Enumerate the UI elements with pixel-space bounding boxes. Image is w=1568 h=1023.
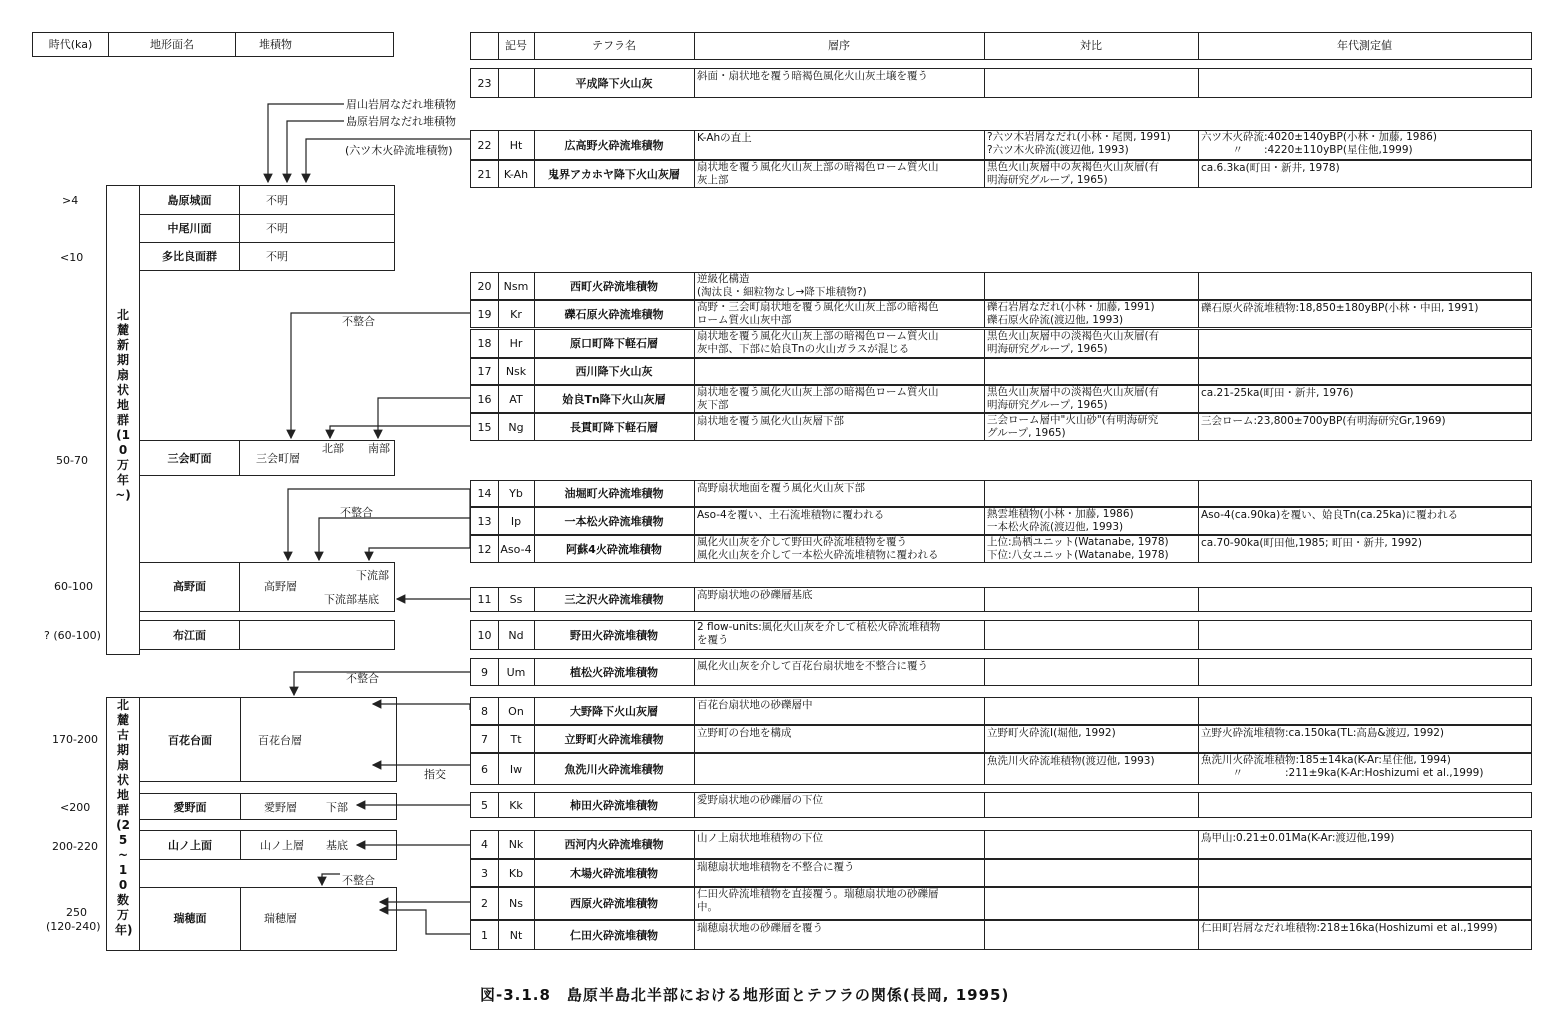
tephra-code: AT bbox=[509, 392, 523, 406]
header-dating: 年代測定値 bbox=[1337, 39, 1392, 52]
tephra-name: 平成降下火山灰 bbox=[575, 76, 653, 90]
tephra-corr: 上位:鳥栖ユニット(Watanabe, 1978) 下位:八女ユニット(Watanabe, 1978) bbox=[987, 536, 1169, 561]
surface-name: 瑞穂面 bbox=[173, 912, 207, 925]
tephra-code: Aso-4 bbox=[500, 542, 532, 556]
surface-deposit: 不明 bbox=[266, 194, 288, 207]
surface-box-yamanoue bbox=[139, 830, 397, 860]
tephra-code: Hr bbox=[509, 337, 523, 350]
group-old-label: 北麓古期扇状地群(25~10数万年) bbox=[115, 698, 133, 937]
tephra-name: 西町火砕流堆積物 bbox=[570, 279, 658, 293]
tephra-name: 原口町降下軽石層 bbox=[570, 337, 658, 350]
tephra-date: 立野火砕流堆積物:ca.150ka(TL:高島&渡辺, 1992) bbox=[1201, 727, 1445, 739]
tephra-no: 9 bbox=[481, 665, 488, 679]
tephra-strat: Aso-4を覆い、土石流堆積物に覆われる bbox=[697, 509, 885, 521]
tephra-row bbox=[470, 329, 1532, 358]
source-shimabara: 島原岩屑なだれ堆積物 bbox=[346, 115, 456, 128]
tephra-code: Ht bbox=[509, 138, 523, 152]
tephra-row bbox=[470, 920, 1532, 950]
tephra-corr: 黒色火山灰層中の淡褐色火山灰層(有 明海研究グループ, 1965) bbox=[987, 330, 1160, 355]
tephra-no: 12 bbox=[477, 542, 492, 556]
tephra-strat: 扇状地を覆う風化火山灰上部の暗褐色ローム質火山 灰中部、下部に姶良Tnの火山ガラスが混じる bbox=[697, 330, 939, 355]
tephra-row bbox=[470, 385, 1532, 413]
tephra-strat: 仁田火砕流堆積物を直接覆う。瑞穂扇状地の砂礫層 中。 bbox=[697, 888, 939, 913]
south-label: 南部 bbox=[368, 442, 390, 455]
tephra-name: 植松火砕流堆積物 bbox=[570, 665, 658, 679]
tephra-row bbox=[470, 358, 1532, 385]
tephra-code: Nsm bbox=[503, 279, 529, 293]
base-label: 基底 bbox=[326, 839, 348, 852]
surface-deposit: 愛野層 bbox=[264, 801, 297, 814]
downstream-base-label: 下流部基底 bbox=[324, 593, 379, 606]
tephra-code: Ss bbox=[509, 593, 523, 606]
tephra-no: 4 bbox=[481, 838, 488, 851]
age-label: <10 bbox=[60, 251, 84, 264]
surface-box-upper bbox=[139, 185, 395, 271]
surface-name: 百花台面 bbox=[168, 734, 212, 747]
source-mutsugi: (六ツ木火砕流堆積物) bbox=[345, 144, 453, 157]
tephra-code: Kb bbox=[508, 866, 524, 880]
tephra-name: 広高野火砕流堆積物 bbox=[564, 138, 664, 152]
tephra-no: 11 bbox=[477, 593, 492, 606]
tephra-row bbox=[470, 658, 1532, 686]
tephra-code: Nd bbox=[508, 628, 524, 642]
tephra-row bbox=[470, 300, 1532, 328]
tephra-date: 礫石原火砕流堆積物:18,850±180yBP(小林・中田, 1991) bbox=[1201, 302, 1479, 314]
figure-caption: 図-3.1.8 島原半島北半部における地形面とテフラの関係(長岡, 1995) bbox=[480, 986, 1010, 1004]
tephra-row bbox=[470, 753, 1532, 785]
tephra-name: 鬼界アカホヤ降下火山灰層 bbox=[548, 167, 680, 181]
tephra-row bbox=[470, 792, 1532, 818]
tephra-no: 10 bbox=[477, 628, 492, 642]
tephra-name: 三之沢火砕流堆積物 bbox=[564, 593, 664, 606]
tephra-row bbox=[470, 507, 1532, 535]
surface-name: 多比良面群 bbox=[162, 250, 217, 263]
tephra-code: Ng bbox=[508, 420, 524, 434]
tephra-name: 木場火砕流堆積物 bbox=[570, 866, 658, 880]
tephra-strat: K-Ahの直上 bbox=[697, 132, 752, 144]
surface-box-nunoe bbox=[139, 620, 395, 650]
tephra-strat: 高野・三会町扇状地を覆う風化火山灰上部の暗褐色 ローム質火山灰中部 bbox=[697, 301, 939, 326]
source-mayuyama: 眉山岩屑なだれ堆積物 bbox=[346, 98, 456, 111]
tephra-row bbox=[470, 480, 1532, 507]
tephra-date: ca.70-90ka(町田他,1985; 町田・新井, 1992) bbox=[1201, 537, 1422, 549]
tephra-name: 立野町火砕流堆積物 bbox=[564, 732, 664, 746]
tephra-code: Kk bbox=[509, 798, 523, 812]
tephra-strat: 山ノ上扇状地堆積物の下位 bbox=[697, 832, 823, 844]
tephra-code: Ip bbox=[510, 514, 522, 528]
left-header bbox=[32, 32, 394, 57]
tephra-row bbox=[470, 130, 1532, 160]
tephra-name: 野田火砕流堆積物 bbox=[570, 628, 658, 642]
tephra-name: 姶良Tn降下火山灰層 bbox=[562, 392, 666, 406]
age-label: 170-200 bbox=[52, 733, 98, 746]
tephra-no: 1 bbox=[481, 928, 488, 942]
tephra-name: 柿田火砕流堆積物 bbox=[570, 798, 658, 812]
tephra-date: 六ツ木火砕流:4020±140yBP(小林・加藤, 1986) 〃 :4220±110yBP(星住他,1999) bbox=[1201, 131, 1437, 156]
tephra-name: 西川降下火山灰 bbox=[575, 365, 653, 378]
tephra-row bbox=[470, 859, 1532, 887]
unconformity-label: 不整合 bbox=[340, 506, 373, 519]
tephra-code: Iw bbox=[509, 762, 523, 776]
tephra-row bbox=[470, 587, 1532, 612]
tephra-corr: ?六ツ木岩屑なだれ(小林・尾関, 1991) ?六ツ木火砕流(渡辺他, 1993) bbox=[987, 131, 1171, 156]
tephra-no: 21 bbox=[477, 167, 492, 181]
header-code: 記号 bbox=[505, 39, 527, 52]
tephra-date: 鳥甲山:0.21±0.01Ma(K-Ar:渡辺他,199) bbox=[1201, 832, 1395, 844]
surface-name: 愛野面 bbox=[173, 801, 207, 814]
header-tephra-name: テフラ名 bbox=[592, 39, 636, 52]
tephra-row bbox=[470, 413, 1532, 441]
tephra-corr: 礫石岩屑なだれ(小林・加藤, 1991) 礫石原火砕流(渡辺他, 1993) bbox=[987, 301, 1155, 326]
unconformity-label: 不整合 bbox=[342, 874, 375, 887]
tephra-code: Nt bbox=[509, 928, 523, 942]
tephra-corr: 立野町火砕流Ⅰ(堀他, 1992) bbox=[987, 727, 1116, 739]
tephra-no: 18 bbox=[477, 337, 492, 350]
tephra-date: 魚洗川火砕流堆積物:185±14ka(K-Ar:星住他, 1994) 〃 :211±9ka(K-Ar:Hoshizumi et al.,1999) bbox=[1201, 754, 1484, 779]
downstream-label: 下流部 bbox=[356, 569, 389, 582]
tephra-name: 西原火砕流堆積物 bbox=[570, 897, 658, 910]
tephra-strat: 斜面・扇状地を覆う暗褐色風化火山灰土壌を覆う bbox=[697, 70, 928, 82]
surface-box-mizuho bbox=[139, 887, 397, 951]
tephra-name: 油堀町火砕流堆積物 bbox=[564, 487, 664, 500]
tephra-code: Yb bbox=[509, 487, 523, 500]
group-old-column bbox=[106, 697, 140, 951]
tephra-date: 仁田町岩屑なだれ堆積物:218±16ka(Hoshizumi et al.,1999) bbox=[1201, 922, 1498, 934]
tephra-date: ca.21-25ka(町田・新井, 1976) bbox=[1201, 387, 1354, 399]
tephra-corr: 熱雲堆積物(小林・加藤, 1986) 一本松火砕流(渡辺他, 1993) bbox=[987, 508, 1134, 533]
tephra-strat: 扇状地を覆う風化火山灰上部の暗褐色ローム質火山 灰上部 bbox=[697, 161, 939, 186]
tephra-no: 8 bbox=[481, 704, 488, 718]
tephra-no: 2 bbox=[481, 897, 488, 910]
group-new-column bbox=[106, 185, 140, 655]
surface-deposit: 不明 bbox=[266, 250, 288, 263]
header-stratigraphy: 層序 bbox=[828, 39, 850, 52]
tephra-date: Aso-4(ca.90ka)を覆い、姶良Tn(ca.25ka)に覆われる bbox=[1201, 509, 1459, 521]
age-label: >4 bbox=[62, 194, 79, 207]
tephra-name: 西河内火砕流堆積物 bbox=[564, 838, 664, 851]
tephra-corr: 三会ローム層中"火山砂"(有明海研究 グループ, 1965) bbox=[987, 414, 1159, 439]
header-age: 時代(ka) bbox=[48, 38, 93, 51]
age-label: 60-100 bbox=[54, 580, 93, 593]
tephra-strat: 百花台扇状地の砂礫層中 bbox=[697, 699, 813, 711]
surface-name: 山ノ上面 bbox=[168, 839, 212, 852]
tephra-name: 礫石原火砕流堆積物 bbox=[564, 307, 664, 321]
tephra-row bbox=[470, 697, 1532, 725]
tephra-strat: 逆級化構造 (淘汰良・細粒物なし→降下堆積物?) bbox=[697, 273, 867, 298]
tephra-date: 三会ローム:23,800±700yBP(有明海研究Gr,1969) bbox=[1201, 415, 1446, 427]
tephra-name: 一本松火砕流堆積物 bbox=[564, 514, 664, 528]
tephra-no: 19 bbox=[477, 307, 492, 321]
surface-deposit: 山ノ上層 bbox=[260, 839, 304, 852]
age-label: 50-70 bbox=[56, 454, 88, 467]
tephra-strat: 扇状地を覆う風化火山灰層下部 bbox=[697, 415, 844, 427]
surface-deposit: 瑞穂層 bbox=[264, 912, 297, 925]
tephra-row bbox=[470, 887, 1532, 920]
surface-name: 三会町面 bbox=[167, 452, 212, 465]
surface-box-aino bbox=[139, 793, 397, 820]
age-label: 200-220 bbox=[52, 840, 98, 853]
tephra-name: 長貫町降下軽石層 bbox=[570, 420, 658, 434]
tephra-row bbox=[470, 272, 1532, 300]
tephra-row bbox=[470, 535, 1532, 563]
tephra-strat: 扇状地を覆う風化火山灰上部の暗褐色ローム質火山 灰下部 bbox=[697, 386, 939, 411]
tephra-code: Ns bbox=[509, 897, 523, 910]
surface-name: 高野面 bbox=[173, 580, 206, 593]
tephra-code: Nsk bbox=[505, 365, 527, 378]
age-label: (120-240) bbox=[46, 920, 101, 933]
unconformity-label: 不整合 bbox=[342, 315, 375, 328]
tephra-no: 13 bbox=[477, 514, 492, 528]
tephra-no: 7 bbox=[481, 732, 488, 746]
lower-label: 下部 bbox=[326, 801, 348, 814]
surface-box-hyakkadai bbox=[139, 697, 397, 782]
unconformity-label: 不整合 bbox=[346, 672, 379, 685]
tephra-row bbox=[470, 620, 1532, 650]
tephra-corr: 魚洗川火砕流堆積物(渡辺他, 1993) bbox=[987, 755, 1155, 767]
surface-deposit: 三会町層 bbox=[256, 452, 300, 465]
tephra-strat: 風化火山灰を介して野田火砕流堆積物を覆う 風化火山灰を介して一本松火砕流堆積物に覆われる bbox=[697, 536, 939, 561]
header-correlation: 対比 bbox=[1080, 39, 1102, 52]
tephra-no: 23 bbox=[477, 76, 492, 90]
right-header bbox=[470, 32, 1532, 60]
surface-deposit: 不明 bbox=[266, 222, 288, 235]
tephra-strat: 瑞穂扇状地堆積物を不整合に覆う bbox=[697, 861, 855, 873]
tephra-row bbox=[470, 160, 1532, 188]
tephra-code: Tt bbox=[510, 732, 522, 746]
north-label: 北部 bbox=[322, 442, 344, 455]
tephra-no: 15 bbox=[477, 420, 492, 434]
tephra-name: 仁田火砕流堆積物 bbox=[570, 928, 658, 942]
tephra-no: 5 bbox=[481, 798, 488, 812]
tephra-strat: 2 flow-units:風化火山灰を介して植松火砕流堆積物 を覆う bbox=[697, 621, 941, 646]
surface-box-mikai bbox=[139, 440, 395, 476]
tephra-corr: 黒色火山灰層中の灰褐色火山灰層(有 明海研究グループ, 1965) bbox=[987, 161, 1160, 186]
tephra-code: Um bbox=[506, 665, 526, 679]
surface-name: 布江面 bbox=[173, 629, 206, 642]
tephra-name: 阿蘇4火砕流堆積物 bbox=[566, 542, 662, 556]
tephra-date: ca.6.3ka(町田・新井, 1978) bbox=[1201, 162, 1340, 174]
tephra-corr: 黒色火山灰層中の淡褐色火山灰層(有 明海研究グループ, 1965) bbox=[987, 386, 1160, 411]
surface-deposit: 高野層 bbox=[264, 580, 297, 593]
tephra-strat: 風化火山灰を介して百花台扇状地を不整合に覆う bbox=[697, 660, 928, 672]
tephra-no: 17 bbox=[477, 365, 492, 378]
tephra-strat: 高野扇状地の砂礫層基底 bbox=[697, 589, 813, 601]
surface-box-takano bbox=[139, 562, 395, 612]
surface-name: 島原城面 bbox=[167, 194, 212, 207]
tephra-strat: 瑞穂扇状地の砂礫層を覆う bbox=[697, 922, 823, 934]
tephra-code: K-Ah bbox=[503, 167, 529, 181]
surface-deposit: 百花台層 bbox=[258, 734, 302, 747]
tephra-name: 魚洗川火砕流堆積物 bbox=[564, 762, 664, 776]
tephra-no: 22 bbox=[477, 138, 492, 152]
tephra-no: 3 bbox=[481, 866, 488, 880]
tephra-strat: 立野町の台地を構成 bbox=[697, 727, 792, 739]
surface-name: 中尾川面 bbox=[167, 222, 212, 235]
age-label: 250 bbox=[66, 906, 87, 919]
tephra-no: 6 bbox=[481, 762, 488, 776]
tephra-row bbox=[470, 725, 1532, 753]
tephra-name: 大野降下火山灰層 bbox=[570, 704, 658, 718]
header-deposit: 堆積物 bbox=[259, 38, 292, 51]
interfinger-label: 指交 bbox=[424, 768, 446, 781]
tephra-code: Nk bbox=[508, 838, 524, 851]
tephra-no: 14 bbox=[477, 487, 492, 500]
age-label: ? (60-100) bbox=[44, 629, 101, 642]
age-label: <200 bbox=[60, 801, 91, 814]
tephra-row bbox=[470, 830, 1532, 859]
tephra-row bbox=[470, 68, 1532, 98]
tephra-strat: 愛野扇状地の砂礫層の下位 bbox=[697, 794, 823, 806]
tephra-code: Kr bbox=[510, 307, 522, 321]
tephra-code: On bbox=[508, 704, 524, 718]
tephra-no: 20 bbox=[477, 279, 492, 293]
tephra-strat: 高野扇状地面を覆う風化火山灰下部 bbox=[697, 482, 865, 494]
group-new-label: 北麓新期扇状地群(10万年~) bbox=[115, 308, 131, 502]
tephra-no: 16 bbox=[477, 392, 492, 406]
header-surface: 地形面名 bbox=[150, 38, 194, 51]
